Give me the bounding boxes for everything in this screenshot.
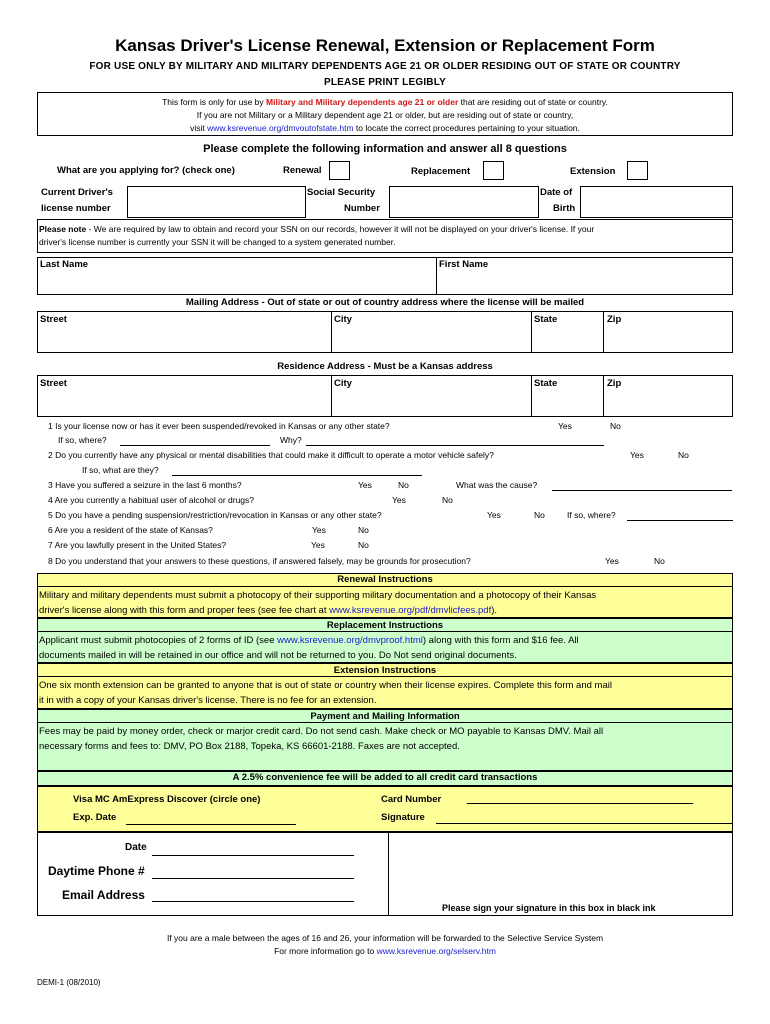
res-state-label: State — [534, 378, 558, 389]
email-line[interactable] — [152, 901, 354, 902]
question-5: 5 Do you have a pending suspension/restriction/revocation in Kansas or any other state? — [48, 510, 382, 520]
mail-street-label: Street — [40, 314, 67, 325]
renewal-line-2: driver's license along with this form and proper fees (see fee chart at www.ksrevenue.org/pdf/dmvlicfees.pdf). — [39, 605, 498, 616]
card-types-label: Visa MC AmExpress Discover (circle one) — [73, 794, 261, 805]
date-label: Date — [125, 842, 147, 853]
replacement-heading: Replacement Instructions — [37, 618, 733, 632]
credit-card-block — [37, 786, 733, 832]
dl-label-2: license number — [41, 203, 111, 214]
signature-box-label: Please sign your signature in this box in black ink — [442, 903, 656, 913]
extension-heading: Extension Instructions — [37, 663, 733, 677]
q6-no[interactable]: No — [358, 525, 369, 535]
question-7: 7 Are you lawfully present in the United States? — [48, 540, 227, 550]
fee-chart-link[interactable]: www.ksrevenue.org/pdf/dmvlicfees.pdf — [329, 605, 492, 616]
mail-divider-2 — [531, 311, 532, 353]
date-line[interactable] — [152, 855, 354, 856]
q8-no[interactable]: No — [654, 556, 665, 566]
mailing-heading: Mailing Address - Out of state or out of country address where the license will be mailed — [185, 297, 585, 308]
out-of-state-link[interactable]: www.ksrevenue.org/dmvoutofstate.htm — [207, 123, 354, 133]
mail-divider-3 — [603, 311, 604, 353]
question-3: 3 Have you suffered a seizure in the last 6 months? — [48, 480, 242, 490]
selective-service-note: If you are a male between the ages of 16 and 26, your information will be forwarded to the Selective Service System — [166, 933, 604, 943]
ssn-note-line-2: driver's license number is currently your SSN it will be changed to a system generated number. — [39, 237, 396, 247]
q1-why-line[interactable] — [306, 445, 604, 446]
q2-no[interactable]: No — [678, 450, 689, 460]
q3-yes[interactable]: Yes — [358, 480, 372, 490]
q5-where-line[interactable] — [627, 520, 733, 521]
ssn-label-1: Social Security — [307, 187, 376, 198]
email-label: Email Address — [62, 888, 145, 902]
print-legibly-note: PLEASE PRINT LEGIBLY — [324, 77, 446, 88]
q5-yes[interactable]: Yes — [487, 510, 501, 520]
dob-field[interactable] — [580, 186, 733, 218]
q8-yes[interactable]: Yes — [605, 556, 619, 566]
renewal-line-1: Military and military dependents must submit a photocopy of their supporting military documentation and a photocopy of their Kansas — [39, 590, 597, 601]
exp-date-line[interactable] — [126, 824, 296, 825]
notice-line-3: visit www.ksrevenue.org/dmvoutofstate.htm to locate the correct procedures pertaining to your situation. — [190, 123, 580, 133]
q5-no[interactable]: No — [534, 510, 545, 520]
question-8: 8 Do you understand that your answers to these questions, if answered falsely, may be grounds for prosecution? — [48, 556, 471, 566]
extension-line-1: One six month extension can be granted to anyone that is out of state or country when their license expires. Complete this form and mail — [39, 680, 612, 691]
q3-no[interactable]: No — [398, 480, 409, 490]
form-id: DEMI-1 (08/2010) — [37, 978, 101, 987]
renewal-heading: Renewal Instructions — [37, 573, 733, 587]
question-4: 4 Are you currently a habitual user of alcohol or drugs? — [48, 495, 255, 505]
res-divider-2 — [531, 375, 532, 417]
notice-line-1: This form is only for use by Military and Military dependents age 21 or older that are residing out of state or country. — [162, 97, 608, 107]
notice-line-2: If you are not Military or a Military dependent age 21 or older, but are residing out of state or country, — [196, 110, 574, 120]
mail-city-label: City — [334, 314, 352, 325]
question-2: 2 Do you currently have any physical or mental disabilities that could make it difficult to operate a motor vehicle safely? — [48, 450, 494, 460]
ssn-field[interactable] — [389, 186, 539, 218]
replacement-label: Replacement — [411, 166, 471, 177]
payment-line-1: Fees may be paid by money order, check or marjor credit card. Do not send cash. Make check or MO payable to Kansas DMV. Mail all — [39, 726, 604, 737]
card-number-label: Card Number — [381, 794, 442, 805]
replacement-line-2: documents mailed in will be retained in our office and will not be returned to you. Do Not send original documents. — [39, 650, 517, 661]
license-number-field[interactable] — [127, 186, 306, 218]
question-1: 1 Is your license now or has it ever been suspended/revoked in Kansas or any other state? — [48, 421, 390, 431]
phone-label: Daytime Phone # — [48, 864, 145, 878]
extension-label: Extension — [570, 166, 616, 177]
card-signature-line[interactable] — [436, 823, 733, 824]
name-divider — [436, 257, 437, 295]
signature-label: Signature — [381, 812, 425, 823]
last-name-label: Last Name — [40, 259, 89, 270]
question-6: 6 Are you a resident of the state of Kansas? — [48, 525, 213, 535]
payment-heading: Payment and Mailing Information — [37, 709, 733, 723]
mail-zip-label: Zip — [607, 314, 622, 325]
first-name-label: First Name — [439, 259, 489, 270]
renewal-checkbox[interactable] — [329, 161, 350, 180]
extension-checkbox[interactable] — [627, 161, 648, 180]
q7-yes[interactable]: Yes — [311, 540, 325, 550]
residence-address-box[interactable] — [37, 375, 733, 417]
res-street-label: Street — [40, 378, 67, 389]
mailing-address-box[interactable] — [37, 311, 733, 353]
res-divider-3 — [603, 375, 604, 417]
residence-heading: Residence Address - Must be a Kansas address — [277, 361, 493, 372]
renewal-label: Renewal — [283, 165, 322, 176]
page-subtitle: FOR USE ONLY BY MILITARY AND MILITARY DEPENDENTS AGE 21 OR OLDER RESIDING OUT OF STATE OR COUNTRY — [89, 61, 681, 72]
replacement-line-1: Applicant must submit photocopies of 2 forms of ID (see www.ksrevenue.org/dmvproof.html) along with this form and $16 fee. All — [39, 635, 579, 646]
applying-question: What are you applying for? (check one) — [57, 165, 235, 176]
phone-line[interactable] — [152, 878, 354, 879]
page-title: Kansas Driver's License Renewal, Extension or Replacement Form — [115, 36, 655, 55]
selserv-link[interactable]: www.ksrevenue.org/selserv.htm — [376, 946, 496, 956]
mail-state-label: State — [534, 314, 558, 325]
q3-cause-label: What was the cause? — [456, 480, 538, 490]
q4-yes[interactable]: Yes — [392, 495, 406, 505]
q1-why-label: Why? — [280, 435, 302, 445]
q6-yes[interactable]: Yes — [312, 525, 326, 535]
ssn-note-line-1: Please note - We are required by law to obtain and record your SSN on our records, however it will not be displayed on your driver's license. If your — [39, 224, 595, 234]
mail-divider-1 — [331, 311, 332, 353]
selective-service-info: For more information go to www.ksrevenue.org/selserv.htm — [274, 946, 496, 956]
card-number-line[interactable] — [467, 803, 693, 804]
name-box[interactable] — [37, 257, 733, 295]
dob-label-1: Date of — [540, 187, 573, 198]
extension-line-2: it in with a copy of your Kansas driver's license. There is no fee for an extension. — [39, 695, 377, 706]
q1-where-line[interactable] — [120, 445, 270, 446]
exp-date-label: Exp. Date — [73, 812, 117, 823]
q2-what-line[interactable] — [172, 475, 422, 476]
dob-label-2: Birth — [553, 203, 576, 214]
military-highlight: Military and Military dependents age 21 or older — [266, 97, 459, 107]
q7-no[interactable]: No — [358, 540, 369, 550]
fee-note: A 2.5% convenience fee will be added to all credit card transactions — [232, 772, 538, 783]
q2-yes[interactable]: Yes — [630, 450, 644, 460]
instructions-heading: Please complete the following information and answer all 8 questions — [203, 143, 567, 155]
q5-where-label: If so, where? — [567, 510, 616, 520]
replacement-checkbox[interactable] — [483, 161, 504, 180]
ssn-label-2: Number — [344, 203, 380, 214]
q1-yes[interactable]: Yes — [558, 421, 572, 431]
q1-no[interactable]: No — [610, 421, 621, 431]
res-city-label: City — [334, 378, 352, 389]
dl-label-1: Current Driver's — [41, 187, 113, 198]
q3-cause-line[interactable] — [552, 490, 732, 491]
q2-what-label: If so, what are they? — [82, 465, 159, 475]
q4-no[interactable]: No — [442, 495, 453, 505]
res-divider-1 — [331, 375, 332, 417]
res-zip-label: Zip — [607, 378, 622, 389]
proof-link[interactable]: www.ksrevenue.org/dmvproof.html — [277, 635, 423, 646]
q1-where-label: If so, where? — [58, 435, 107, 445]
payment-line-2: necessary forms and fees to: DMV, PO Box 2188, Topeka, KS 66601-2188. Faxes are not accepted. — [39, 741, 460, 752]
